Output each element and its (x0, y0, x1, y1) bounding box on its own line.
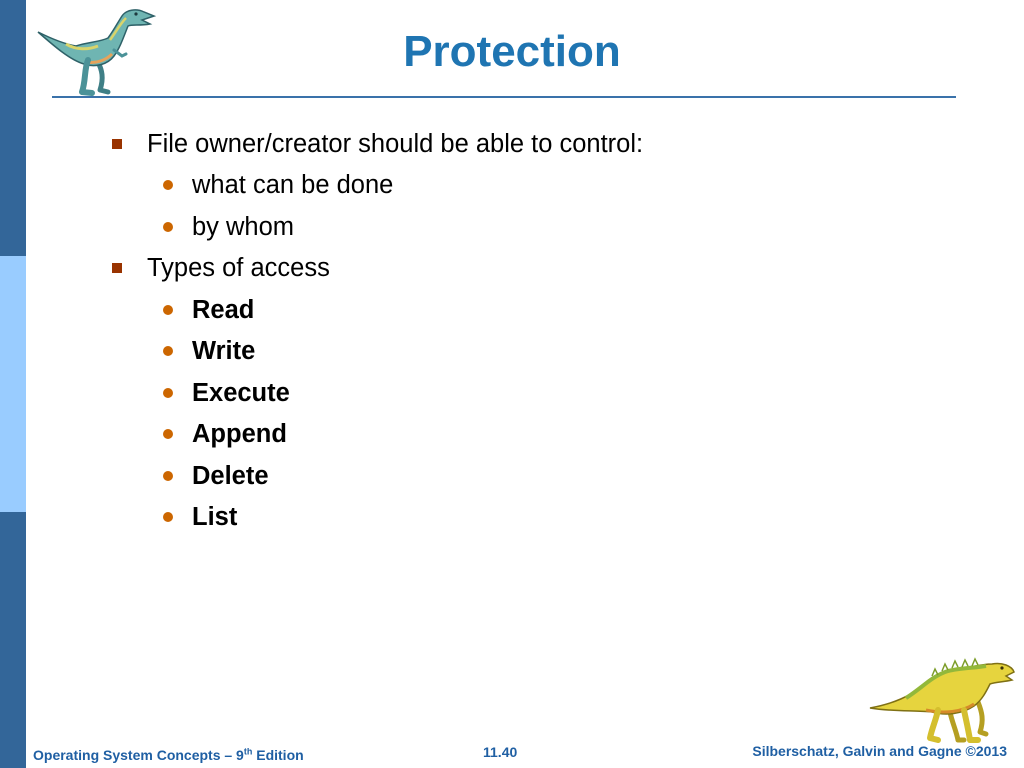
round-bullet-icon (163, 305, 173, 315)
round-bullet-icon (163, 512, 173, 522)
sub-bullet-item (163, 419, 287, 449)
sub-bullet-item (163, 378, 290, 408)
access-type-write: Write (192, 336, 256, 365)
access-type-execute: Execute (192, 378, 290, 407)
edition-superscript: th (243, 746, 253, 757)
title-divider (52, 96, 956, 98)
edition-suffix: Edition (252, 747, 304, 763)
bullet-text: Types of access (147, 253, 330, 282)
sub-bullet-item (163, 170, 393, 200)
round-bullet-icon (163, 388, 173, 398)
access-type-delete: Delete (192, 461, 269, 490)
square-bullet-icon (112, 263, 122, 273)
access-type-read: Read (192, 295, 255, 324)
round-bullet-icon (163, 429, 173, 439)
round-bullet-icon (163, 346, 173, 356)
slide-title: Protection (403, 27, 621, 76)
access-type-list: List (192, 502, 238, 531)
access-type-append: Append (192, 419, 287, 448)
sub-bullet-item (163, 502, 237, 532)
bullet-item (112, 129, 643, 159)
sidebar-band-bottom (0, 512, 26, 768)
round-bullet-icon (163, 222, 173, 232)
sub-bullet-item (163, 212, 294, 242)
copyright-notice: Silberschatz, Galvin and Gagne ©2013 (752, 743, 1007, 759)
sub-bullet-text: what can be done (192, 170, 394, 199)
book-title-text: Operating System Concepts – 9 (33, 747, 244, 763)
sidebar-band-middle (0, 256, 26, 512)
footer-book-title (33, 747, 304, 763)
square-bullet-icon (112, 139, 122, 149)
round-bullet-icon (163, 180, 173, 190)
bullet-text: File owner/creator should be able to control: (147, 129, 644, 158)
sub-bullet-item (163, 461, 269, 491)
round-bullet-icon (163, 471, 173, 481)
sub-bullet-item (163, 295, 254, 325)
bullet-item (112, 253, 330, 283)
sub-bullet-item (163, 336, 255, 366)
sub-bullet-text: by whom (192, 212, 295, 241)
bottom-dinosaur-icon (866, 656, 1016, 746)
page-number: 11.40 (483, 744, 518, 760)
